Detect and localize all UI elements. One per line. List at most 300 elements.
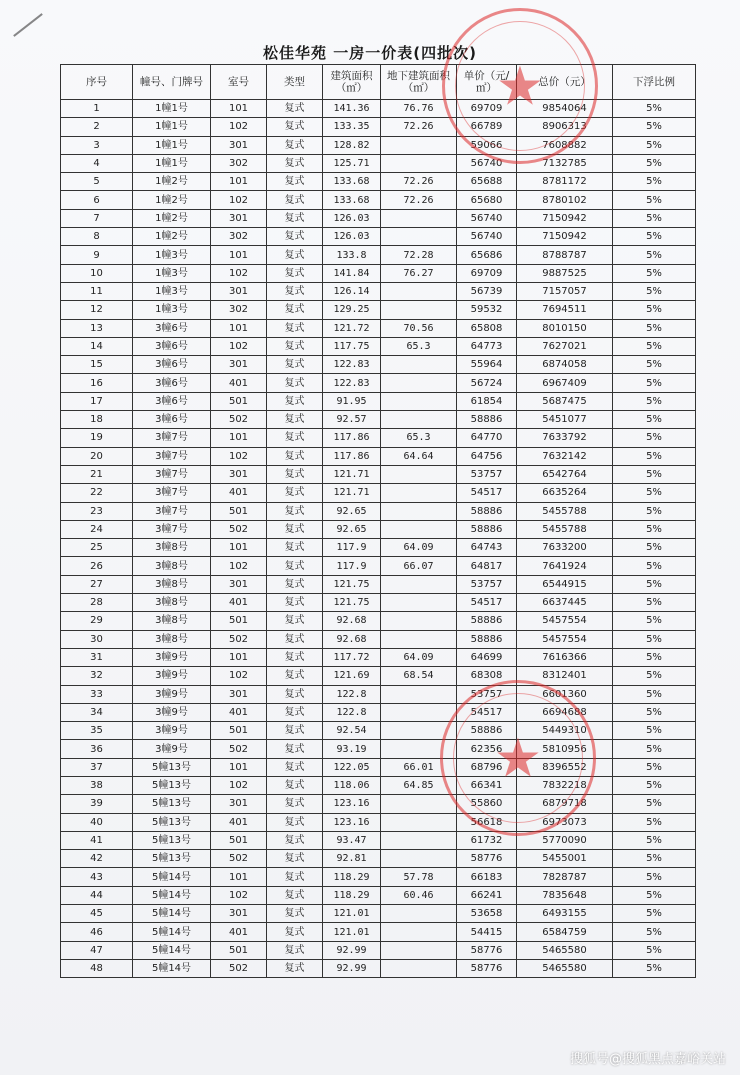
cell-total-price: 7828787: [517, 868, 613, 886]
cell-total-price: 8780102: [517, 191, 613, 209]
cell-unit-price: 56740: [457, 154, 517, 172]
cell-building: 5幢13号: [133, 831, 211, 849]
cell-underground-area: [381, 685, 457, 703]
cell-underground-area: [381, 795, 457, 813]
cell-total-price: 6694688: [517, 703, 613, 721]
cell-room: 102: [211, 191, 267, 209]
cell-total-price: 6601360: [517, 685, 613, 703]
cell-unit-price: 56740: [457, 228, 517, 246]
cell-room: 101: [211, 758, 267, 776]
table-row: [61, 813, 696, 831]
table-row: [61, 594, 696, 612]
cell-area: 117.9: [323, 539, 381, 557]
cell-room: 502: [211, 959, 267, 977]
cell-index: 36: [61, 740, 133, 758]
cell-type: 复式: [267, 282, 323, 300]
header-underground-area: 地下建筑面积（㎡）: [381, 65, 457, 100]
cell-type: 复式: [267, 374, 323, 392]
cell-building: 1幢2号: [133, 191, 211, 209]
cell-total-price: 5449310: [517, 722, 613, 740]
cell-total-price: 5455788: [517, 502, 613, 520]
cell-type: 复式: [267, 411, 323, 429]
cell-building: 1幢1号: [133, 118, 211, 136]
cell-index: 42: [61, 850, 133, 868]
table-row: [61, 539, 696, 557]
cell-index: 11: [61, 282, 133, 300]
table-row: [61, 923, 696, 941]
cell-area: 125.71: [323, 154, 381, 172]
cell-unit-price: 56739: [457, 282, 517, 300]
price-table: [60, 64, 696, 978]
cell-type: 复式: [267, 154, 323, 172]
cell-type: 复式: [267, 557, 323, 575]
table-row: [61, 758, 696, 776]
table-row: [61, 795, 696, 813]
table-row: [61, 484, 696, 502]
cell-unit-price: 69709: [457, 264, 517, 282]
cell-area: 133.68: [323, 191, 381, 209]
cell-area: 93.47: [323, 831, 381, 849]
table-row: [61, 337, 696, 355]
cell-total-price: 9854064: [517, 100, 613, 118]
cell-discount: 5%: [613, 411, 696, 429]
cell-room: 102: [211, 264, 267, 282]
cell-unit-price: 58886: [457, 520, 517, 538]
cell-building: 3幢9号: [133, 703, 211, 721]
cell-room: 502: [211, 850, 267, 868]
table-row: [61, 886, 696, 904]
cell-discount: 5%: [613, 136, 696, 154]
cell-underground-area: [381, 136, 457, 154]
cell-unit-price: 53658: [457, 905, 517, 923]
cell-building: 5幢14号: [133, 959, 211, 977]
cell-index: 39: [61, 795, 133, 813]
cell-discount: 5%: [613, 667, 696, 685]
cell-type: 复式: [267, 520, 323, 538]
cell-total-price: 7694511: [517, 301, 613, 319]
cell-total-price: 7132785: [517, 154, 613, 172]
cell-index: 47: [61, 941, 133, 959]
cell-index: 13: [61, 319, 133, 337]
cell-underground-area: [381, 722, 457, 740]
cell-index: 21: [61, 465, 133, 483]
cell-underground-area: 66.01: [381, 758, 457, 776]
cell-total-price: 6493155: [517, 905, 613, 923]
cell-type: 复式: [267, 594, 323, 612]
cell-unit-price: 54517: [457, 703, 517, 721]
cell-total-price: 5770090: [517, 831, 613, 849]
cell-discount: 5%: [613, 831, 696, 849]
cell-type: 复式: [267, 429, 323, 447]
cell-index: 29: [61, 612, 133, 630]
cell-underground-area: 57.78: [381, 868, 457, 886]
cell-area: 117.9: [323, 557, 381, 575]
cell-unit-price: 64743: [457, 539, 517, 557]
cell-discount: 5%: [613, 392, 696, 410]
cell-area: 92.68: [323, 630, 381, 648]
cell-total-price: 5451077: [517, 411, 613, 429]
cell-building: 1幢3号: [133, 264, 211, 282]
cell-area: 126.03: [323, 228, 381, 246]
cell-discount: 5%: [613, 594, 696, 612]
cell-underground-area: [381, 612, 457, 630]
cell-type: 复式: [267, 886, 323, 904]
cell-discount: 5%: [613, 337, 696, 355]
cell-room: 501: [211, 831, 267, 849]
cell-area: 117.75: [323, 337, 381, 355]
cell-total-price: 5457554: [517, 630, 613, 648]
cell-room: 502: [211, 411, 267, 429]
cell-unit-price: 64699: [457, 648, 517, 666]
cell-area: 121.71: [323, 484, 381, 502]
cell-index: 34: [61, 703, 133, 721]
cell-discount: 5%: [613, 850, 696, 868]
cell-building: 3幢9号: [133, 685, 211, 703]
cell-total-price: 5687475: [517, 392, 613, 410]
cell-discount: 5%: [613, 191, 696, 209]
table-row: [61, 941, 696, 959]
cell-total-price: 7835648: [517, 886, 613, 904]
cell-unit-price: 54517: [457, 484, 517, 502]
cell-room: 501: [211, 392, 267, 410]
cell-total-price: 6542764: [517, 465, 613, 483]
cell-building: 5幢13号: [133, 795, 211, 813]
cell-unit-price: 64756: [457, 447, 517, 465]
table-row: [61, 850, 696, 868]
table-body: [61, 100, 696, 978]
table-row: [61, 465, 696, 483]
cell-discount: 5%: [613, 685, 696, 703]
cell-underground-area: 72.26: [381, 118, 457, 136]
cell-underground-area: 68.54: [381, 667, 457, 685]
cell-type: 复式: [267, 173, 323, 191]
cell-building: 5幢14号: [133, 941, 211, 959]
cell-type: 复式: [267, 776, 323, 794]
cell-total-price: 6967409: [517, 374, 613, 392]
cell-index: 48: [61, 959, 133, 977]
cell-room: 401: [211, 594, 267, 612]
cell-room: 301: [211, 465, 267, 483]
cell-unit-price: 59066: [457, 136, 517, 154]
table-row: [61, 374, 696, 392]
cell-index: 22: [61, 484, 133, 502]
cell-unit-price: 65686: [457, 246, 517, 264]
cell-type: 复式: [267, 795, 323, 813]
cell-room: 101: [211, 648, 267, 666]
cell-underground-area: 65.3: [381, 429, 457, 447]
cell-underground-area: [381, 594, 457, 612]
cell-unit-price: 53757: [457, 465, 517, 483]
cell-unit-price: 65680: [457, 191, 517, 209]
cell-area: 121.01: [323, 905, 381, 923]
cell-type: 复式: [267, 465, 323, 483]
cell-unit-price: 65688: [457, 173, 517, 191]
cell-underground-area: 72.28: [381, 246, 457, 264]
table-row: [61, 557, 696, 575]
cell-building: 3幢9号: [133, 667, 211, 685]
cell-area: 118.29: [323, 868, 381, 886]
cell-building: 5幢13号: [133, 813, 211, 831]
cell-type: 复式: [267, 356, 323, 374]
cell-index: 40: [61, 813, 133, 831]
cell-total-price: 6635264: [517, 484, 613, 502]
cell-room: 101: [211, 246, 267, 264]
cell-discount: 5%: [613, 886, 696, 904]
table-row: [61, 868, 696, 886]
cell-building: 3幢7号: [133, 502, 211, 520]
cell-type: 复式: [267, 813, 323, 831]
cell-unit-price: 64817: [457, 557, 517, 575]
cell-room: 102: [211, 776, 267, 794]
cell-discount: 5%: [613, 356, 696, 374]
cell-underground-area: [381, 575, 457, 593]
table-row: [61, 100, 696, 118]
cell-index: 45: [61, 905, 133, 923]
cell-room: 302: [211, 154, 267, 172]
cell-underground-area: [381, 630, 457, 648]
cell-discount: 5%: [613, 740, 696, 758]
cell-area: 93.19: [323, 740, 381, 758]
cell-room: 301: [211, 282, 267, 300]
cell-discount: 5%: [613, 173, 696, 191]
cell-discount: 5%: [613, 209, 696, 227]
cell-type: 复式: [267, 209, 323, 227]
cell-room: 102: [211, 886, 267, 904]
cell-type: 复式: [267, 118, 323, 136]
cell-building: 1幢2号: [133, 173, 211, 191]
table-row: [61, 612, 696, 630]
cell-index: 10: [61, 264, 133, 282]
table-row: [61, 722, 696, 740]
cell-index: 25: [61, 539, 133, 557]
cell-unit-price: 62356: [457, 740, 517, 758]
cell-discount: 5%: [613, 228, 696, 246]
cell-index: 43: [61, 868, 133, 886]
cell-discount: 5%: [613, 301, 696, 319]
cell-underground-area: 76.27: [381, 264, 457, 282]
cell-room: 302: [211, 301, 267, 319]
table-row: [61, 630, 696, 648]
cell-building: 3幢8号: [133, 630, 211, 648]
cell-building: 5幢13号: [133, 850, 211, 868]
cell-total-price: 5457554: [517, 612, 613, 630]
cell-type: 复式: [267, 959, 323, 977]
cell-total-price: 6973073: [517, 813, 613, 831]
cell-discount: 5%: [613, 630, 696, 648]
table-row: [61, 575, 696, 593]
cell-unit-price: 64773: [457, 337, 517, 355]
table-row: [61, 685, 696, 703]
cell-area: 92.81: [323, 850, 381, 868]
cell-underground-area: [381, 941, 457, 959]
cell-unit-price: 56740: [457, 209, 517, 227]
cell-building: 5幢13号: [133, 776, 211, 794]
cell-discount: 5%: [613, 612, 696, 630]
cell-total-price: 6874058: [517, 356, 613, 374]
cell-type: 复式: [267, 722, 323, 740]
cell-unit-price: 58776: [457, 959, 517, 977]
header-discount: 下浮比例: [613, 65, 696, 100]
cell-total-price: 8312401: [517, 667, 613, 685]
cell-index: 20: [61, 447, 133, 465]
cell-underground-area: [381, 209, 457, 227]
cell-building: 3幢6号: [133, 356, 211, 374]
cell-discount: 5%: [613, 100, 696, 118]
cell-underground-area: [381, 923, 457, 941]
table-row: [61, 447, 696, 465]
cell-underground-area: [381, 740, 457, 758]
cell-discount: 5%: [613, 923, 696, 941]
cell-underground-area: [381, 465, 457, 483]
cell-index: 14: [61, 337, 133, 355]
cell-room: 101: [211, 100, 267, 118]
cell-underground-area: [381, 301, 457, 319]
cell-total-price: 5455001: [517, 850, 613, 868]
cell-index: 17: [61, 392, 133, 410]
cell-total-price: 7633792: [517, 429, 613, 447]
cell-total-price: 7150942: [517, 209, 613, 227]
cell-type: 复式: [267, 667, 323, 685]
cell-building: 3幢6号: [133, 319, 211, 337]
cell-type: 复式: [267, 612, 323, 630]
table-row: [61, 319, 696, 337]
cell-unit-price: 56724: [457, 374, 517, 392]
cell-discount: 5%: [613, 722, 696, 740]
cell-index: 6: [61, 191, 133, 209]
table-row: [61, 228, 696, 246]
table-row: [61, 776, 696, 794]
cell-building: 3幢8号: [133, 612, 211, 630]
cell-unit-price: 61854: [457, 392, 517, 410]
cell-type: 复式: [267, 502, 323, 520]
cell-unit-price: 55964: [457, 356, 517, 374]
cell-room: 301: [211, 136, 267, 154]
table-row: [61, 392, 696, 410]
cell-building: 3幢7号: [133, 484, 211, 502]
cell-total-price: 7608882: [517, 136, 613, 154]
cell-index: 31: [61, 648, 133, 666]
cell-discount: 5%: [613, 905, 696, 923]
cell-building: 3幢6号: [133, 392, 211, 410]
cell-area: 91.95: [323, 392, 381, 410]
cell-underground-area: [381, 905, 457, 923]
cell-underground-area: [381, 850, 457, 868]
cell-area: 141.36: [323, 100, 381, 118]
cell-index: 5: [61, 173, 133, 191]
cell-area: 133.68: [323, 173, 381, 191]
cell-area: 133.35: [323, 118, 381, 136]
table-row: [61, 118, 696, 136]
cell-type: 复式: [267, 264, 323, 282]
cell-type: 复式: [267, 392, 323, 410]
cell-room: 102: [211, 557, 267, 575]
cell-total-price: 7632142: [517, 447, 613, 465]
cell-index: 9: [61, 246, 133, 264]
cell-unit-price: 58886: [457, 612, 517, 630]
cell-unit-price: 55860: [457, 795, 517, 813]
cell-unit-price: 66241: [457, 886, 517, 904]
cell-building: 3幢7号: [133, 429, 211, 447]
table-row: [61, 429, 696, 447]
cell-building: 3幢8号: [133, 557, 211, 575]
header-room: 室号: [211, 65, 267, 100]
cell-type: 复式: [267, 831, 323, 849]
cell-total-price: 7616366: [517, 648, 613, 666]
cell-unit-price: 56618: [457, 813, 517, 831]
cell-total-price: 8906313: [517, 118, 613, 136]
cell-room: 502: [211, 740, 267, 758]
cell-area: 133.8: [323, 246, 381, 264]
cell-unit-price: 58776: [457, 850, 517, 868]
cell-building: 3幢8号: [133, 594, 211, 612]
cell-building: 3幢6号: [133, 374, 211, 392]
cell-room: 301: [211, 356, 267, 374]
cell-type: 复式: [267, 850, 323, 868]
cell-index: 23: [61, 502, 133, 520]
cell-underground-area: [381, 154, 457, 172]
cell-building: 3幢9号: [133, 722, 211, 740]
table-row: [61, 740, 696, 758]
cell-type: 复式: [267, 319, 323, 337]
table-row: [61, 136, 696, 154]
cell-room: 101: [211, 868, 267, 886]
cell-room: 501: [211, 941, 267, 959]
table-row: [61, 191, 696, 209]
cell-type: 复式: [267, 447, 323, 465]
cell-underground-area: 76.76: [381, 100, 457, 118]
cell-discount: 5%: [613, 776, 696, 794]
cell-underground-area: [381, 703, 457, 721]
table-row: [61, 301, 696, 319]
cell-area: 121.01: [323, 923, 381, 941]
cell-discount: 5%: [613, 520, 696, 538]
cell-total-price: 7157057: [517, 282, 613, 300]
cell-unit-price: 53757: [457, 575, 517, 593]
table-row: [61, 356, 696, 374]
cell-underground-area: 64.85: [381, 776, 457, 794]
cell-area: 117.72: [323, 648, 381, 666]
cell-discount: 5%: [613, 319, 696, 337]
cell-underground-area: 60.46: [381, 886, 457, 904]
cell-room: 302: [211, 228, 267, 246]
cell-area: 92.65: [323, 502, 381, 520]
cell-index: 15: [61, 356, 133, 374]
cell-room: 102: [211, 337, 267, 355]
table-row: [61, 520, 696, 538]
cell-room: 401: [211, 703, 267, 721]
cell-building: 1幢1号: [133, 136, 211, 154]
cell-room: 101: [211, 173, 267, 191]
cell-index: 27: [61, 575, 133, 593]
cell-unit-price: 58886: [457, 502, 517, 520]
cell-unit-price: 53757: [457, 685, 517, 703]
cell-type: 复式: [267, 905, 323, 923]
header-type: 类型: [267, 65, 323, 100]
table-row: [61, 411, 696, 429]
cell-area: 92.68: [323, 612, 381, 630]
cell-total-price: 5465580: [517, 941, 613, 959]
cell-area: 92.54: [323, 722, 381, 740]
cell-area: 128.82: [323, 136, 381, 154]
cell-type: 复式: [267, 246, 323, 264]
cell-discount: 5%: [613, 447, 696, 465]
cell-area: 122.83: [323, 356, 381, 374]
cell-area: 117.86: [323, 429, 381, 447]
cell-index: 3: [61, 136, 133, 154]
header-building: 幢号、门牌号: [133, 65, 211, 100]
cell-index: 8: [61, 228, 133, 246]
cell-room: 401: [211, 484, 267, 502]
